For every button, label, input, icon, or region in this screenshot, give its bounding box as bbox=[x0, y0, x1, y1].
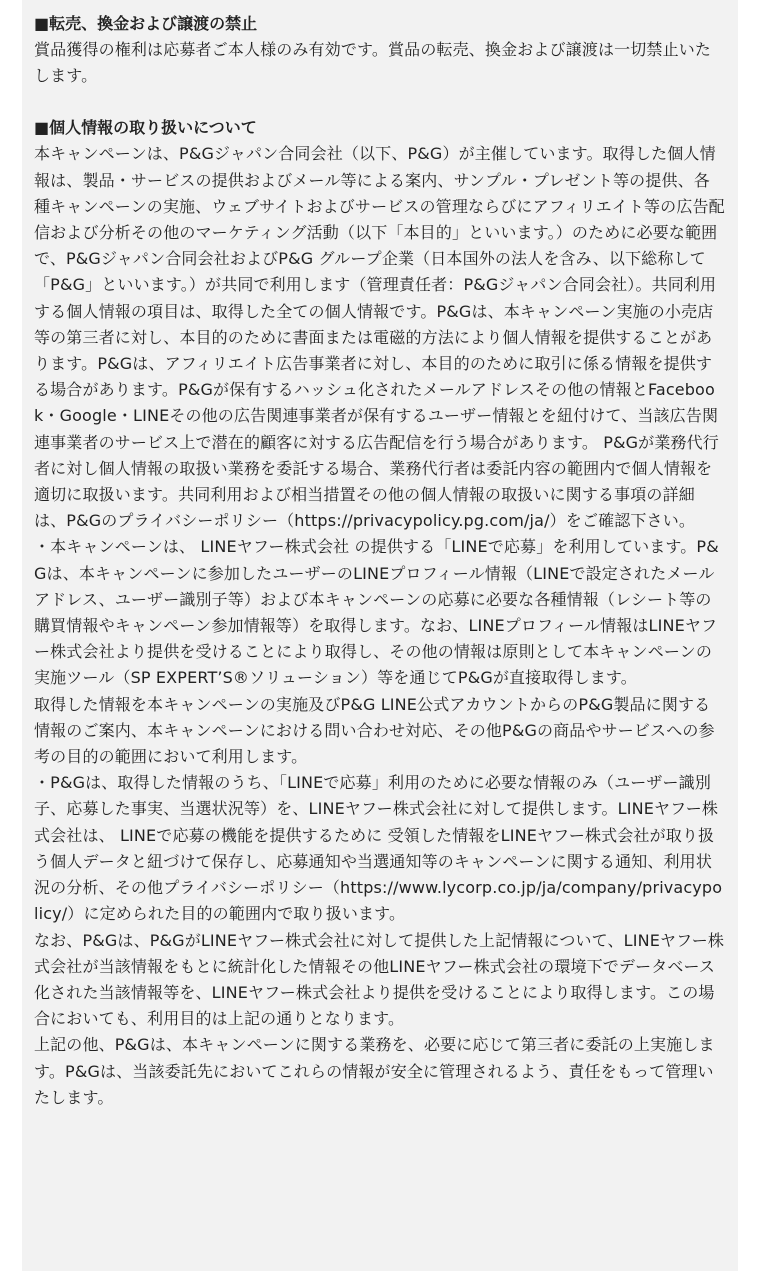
terms-panel bbox=[22, 0, 738, 1271]
section-heading: ■転売、換金および譲渡の禁止 bbox=[34, 14, 258, 33]
resale-prohibition-section bbox=[34, 11, 726, 89]
section-paragraph: なお、P&Gは、P&GがLINEヤフー株式会社に対して提供した上記情報について、LINEヤフー株式会社が当該情報をもとに統計化した情報その他LINEヤフー株式会社の環境下でデータベース化された当該情報等を、LINEヤフー株式会社より提供を受けることにより取得します。この場合においても、利用目的は上記の通りとなります。 bbox=[34, 930, 725, 1029]
section-paragraph: ・P&Gは、取得した情報のうち、「LINEで応募」利用のために必要な情報のみ（ユーザー識別子、応募した事実、当選状況等）を、LINEヤフー株式会社に対して提供します。LINEヤフー株式会社は、 LINEで応募の機能を提供するために 受領した情報をLINEヤフー株式会社が取り扱う個人データと紐づけて保存し、応募通知や当選通知等のキャンペーンに関する通知、利用状況の分析、その他プライバシーポリシー（https://www.lycorp.co.jp/ja/company/privacypolicy/）に定められた目的の範囲内で取り扱います。 bbox=[34, 773, 723, 924]
section-paragraph: 上記の他、P&Gは、本キャンペーンに関する業務を、必要に応じて第三者に委託の上実施します。P&Gは、当該委託先においてこれらの情報が安全に管理されるよう、責任をもって管理いたします。 bbox=[34, 1035, 715, 1107]
section-paragraph: 賞品獲得の権利は応募者ご本人様のみ有効です。賞品の転売、換金および譲渡は一切禁止いたします。 bbox=[34, 40, 712, 86]
privacy-section bbox=[34, 115, 726, 1111]
section-paragraph: ・本キャンペーンは、 LINEヤフー株式会社 の提供する「LINEで応募」を利用しています。P&Gは、本キャンペーンに参加したユーザーのLINEプロフィール情報（LINEで設定されたメールアドレス、ユーザー識別子等）および本キャンペーンの応募に必要な各種情報（レシート等の購買情報やキャンペーン参加情報等）を取得します。なお、LINEプロフィール情報はLINEヤフー株式会社より提供を受けることにより取得し、その他の情報は原則として本キャンペーンの実施ツール（SP EXPERT’S®ソリューション）等を通じてP&Gが直接取得します。 bbox=[34, 537, 719, 688]
section-paragraph: 取得した情報を本キャンペーンの実施及びP&G LINE公式アカウントからのP&G製品に関する情報のご案内、本キャンペーンにおける問い合わせ対応、その他P&Gの商品やサービスへの参考の目的の範囲において利用します。 bbox=[34, 694, 715, 767]
section-paragraph: 本キャンペーンは、P&Gジャパン合同会社（以下、P&G）が主催しています。取得した個人情報は、製品・サービスの提供およびメール等による案内、サンプル・プレゼント等の提供、各種キャンペーンの実施、ウェブサイトおよびサービスの管理ならびにアフィリエイト等の広告配信および分析その他のマーケティング活動（以下「本目的」といいます。）のために必要な範囲で、P&Gジャパン合同会社およびP&G グループ企業（日本国外の法人を含み、以下総称して「P&G」といいます。）が共同で利用します（管理責任者：P&Gジャパン合同会社）。共同利用する個人情報の項目は、取得した全ての個人情報です。P&Gは、本キャンペーン実施の小売店等の第三者に対し、本目的のために書面または電磁的方法により個人情報を提供することがあります。P&Gは、アフィリエイト広告事業者に対し、本目的のために取引に係る情報を提供する場合があります。P&Gが保有するハッシュ化されたメールアドレスその他の情報とFacebook・Google・LINEその他の広告関連事業者が保有するユーザー情報とを紐付けて、当該広告関連事業者のサービス上で潜在的顧客に対する広告配信を行う場合があります。 P&Gが業務代行者に対し個人情報の取扱い業務を委託する場合、業務代行者は委託内容の範囲内で個人情報を適切に取扱います。共同利用および相当措置その他の個人情報の取扱いに関する事項の詳細は、P&Gのプライバシーポリシー（https://privacypolicy.pg.com/ja/）をご確認下さい。 bbox=[34, 144, 725, 531]
section-heading: ■個人情報の取り扱いについて bbox=[34, 118, 257, 138]
